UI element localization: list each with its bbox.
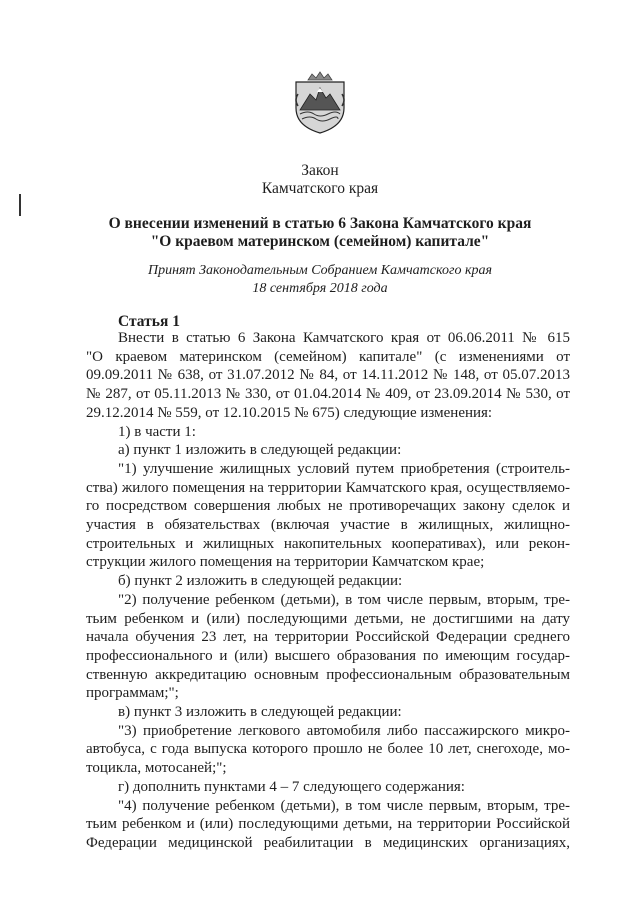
text-line: струкции жилого помещения на территории Камчатском крае;	[86, 554, 485, 571]
text-line: "1) улучшение жилищных условий путем приобретения (строитель-	[118, 460, 570, 477]
text-line: автобуса, с года выпуска которого прошло не более 10 лет, снегоходе, мо-	[86, 741, 570, 758]
article-title: Статья 1	[118, 313, 180, 330]
text-line: "О краевом материнском (семейном) капитале" (с изменениями от	[86, 348, 570, 365]
doc-region: Камчатского края	[261, 180, 379, 197]
text-line: тьим ребенком и (или) последующими детьми, на территории Российской	[86, 816, 570, 833]
text-line: "2) получение ребенком (детьми), в том числе первым, вторым, тре-	[118, 591, 570, 608]
text-line: 1) в части 1:	[118, 423, 196, 440]
text-line: Федерации медицинской реабилитации в медицинских организациях,	[86, 834, 570, 851]
text-line: профессионального и (или) высшего образования по имеющим государ-	[86, 647, 570, 664]
text-line: ственную аккредитацию основным профессиональным образовательным	[86, 666, 570, 683]
text-line: программам;";	[86, 685, 179, 702]
text-line: "4) получение ребенком (детьми), в том числе первым, вторым, тре-	[118, 797, 570, 814]
text-line: строительных и жилищных накопительных кооперативах), или рекон-	[86, 535, 570, 552]
text-line: тоцикла, мотосаней;";	[86, 760, 227, 777]
text-line: ства) жилого помещения на территории Камчатского края, осуществляемо-	[86, 479, 570, 496]
text-line: г) дополнить пунктами 4 – 7 следующего содержания:	[118, 778, 465, 795]
text-line: тьим ребенком и (или) последующими детьми, не достигшими на дату	[86, 610, 570, 627]
text-line: в) пункт 3 изложить в следующей редакции:	[118, 704, 402, 721]
doc-type: Закон	[301, 162, 339, 179]
adopted-line-1: Принят Законодательным Собранием Камчатского края	[147, 263, 493, 278]
text-line: го посредством совершения любых не противоречащих закону сделок и	[86, 498, 570, 515]
text-line: Внести в статью 6 Закона Камчатского края от 06.06.2011 № 615	[118, 330, 570, 346]
text-line: начала обучения 23 лет, на территории Российской Федерации среднего	[86, 629, 570, 646]
text-line: "3) приобретение легкового автомобиля либо пассажирского микро-	[118, 722, 570, 739]
text-line: № 287, от 05.11.2013 № 330, от 01.04.2014 № 409, от 23.09.2014 № 530, от	[86, 386, 570, 403]
text-line: 09.09.2011 № 638, от 31.07.2012 № 84, от 14.11.2012 № 148, от 05.07.2013	[86, 367, 570, 384]
coat-of-arms-icon	[288, 70, 352, 136]
text-line: 29.12.2014 № 559, от 12.10.2015 № 675) следующие изменения:	[86, 404, 493, 421]
doc-title-line-2: "О краевом материнском (семейном) капитале"	[150, 233, 490, 250]
article-body	[86, 329, 570, 853]
doc-title-line-1: О внесении изменений в статью 6 Закона Камчатского края	[108, 215, 532, 232]
text-line: а) пункт 1 изложить в следующей редакции:	[118, 442, 402, 459]
text-line: участия в обязательствах (включая участие в жилищных, жилищно-	[86, 517, 570, 534]
adopted-line-2: 18 сентября 2018 года	[252, 281, 388, 296]
text-line: б) пункт 2 изложить в следующей редакции:	[118, 573, 403, 590]
